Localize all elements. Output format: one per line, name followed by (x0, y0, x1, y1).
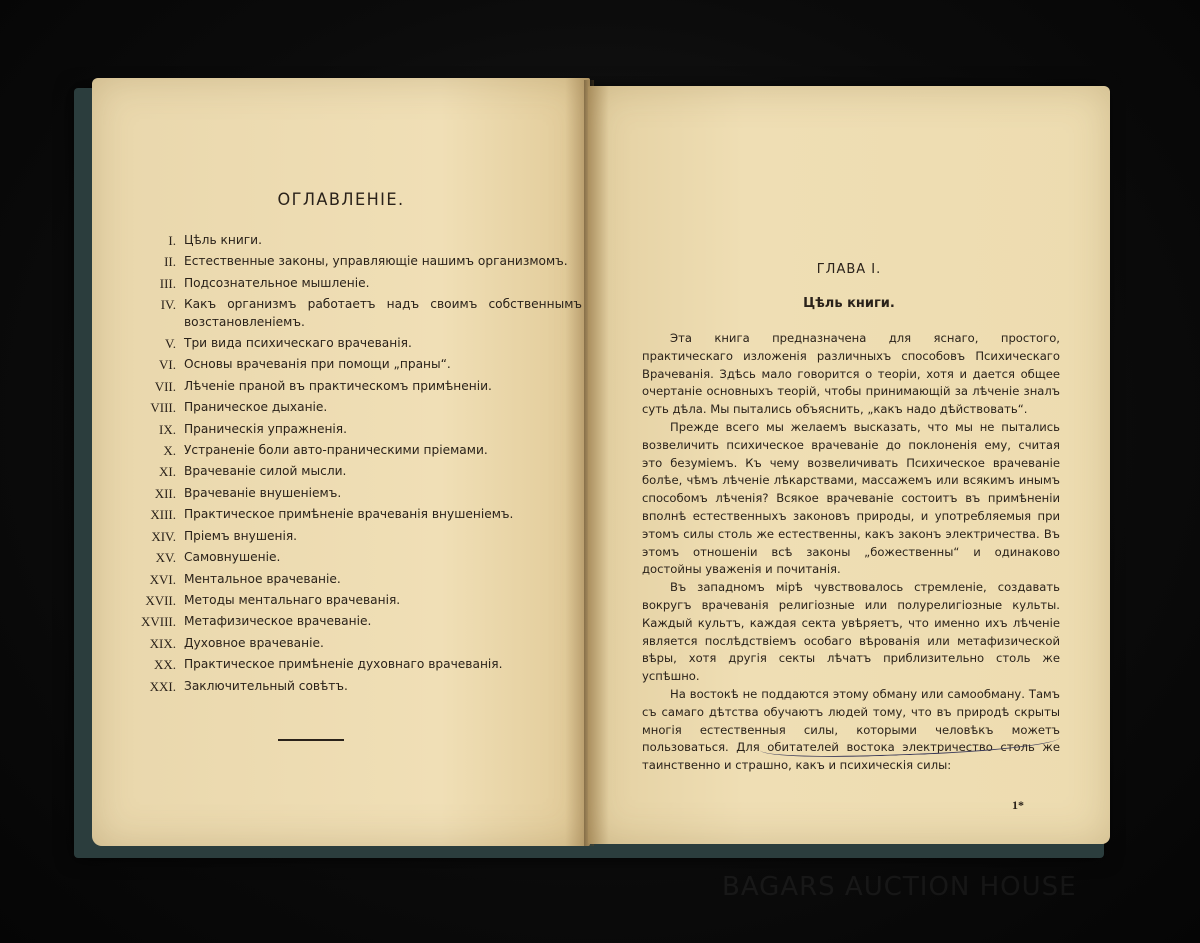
toc-item (110, 275, 582, 292)
toc-item-text: Цѣль книги. (184, 233, 262, 247)
toc-item-number: XIV. (151, 528, 176, 544)
body-paragraph: Эта книга предназначена для яснаго, простого, практическаго изложенія различныхъ способовъ Психическаго Врачеванія. Здѣсь мало говорится о теоріи, хотя и дается общее очертаніе основныхъ теорій, чтобы принимающій за лѣченіе зналъ суть дѣла. Мы пытались объяснить, „какъ надо дѣйствовать“. (642, 331, 1060, 417)
toc-item (110, 678, 582, 695)
toc-item-number: IX. (159, 421, 176, 437)
toc-item-number: IV. (160, 297, 176, 313)
toc-item-number: X. (163, 443, 176, 459)
toc-item-text: Практическое примѣненіе врачеванія внушеніемъ. (184, 507, 514, 522)
toc-item (110, 463, 582, 480)
toc-item-text: Духовное врачеваніе. (184, 635, 324, 650)
body-paragraph: Въ западномъ мірѣ чувствовалось стремленіе, создавать вокругъ врачеванія религіозные или полурелигіозные культы. Каждый культъ, каждая секта увѣряетъ, что именно ихъ лѣченіе является послѣдствіемъ особаго вѣрованія или метафизической вѣры, хотя другія секты лѣчатъ приблизительно столь же успѣшно. (642, 580, 1060, 684)
toc-item-text: Праническое дыханіе. (184, 400, 328, 415)
toc-item-number: XV. (155, 550, 176, 566)
body-paragraph: На востокѣ не поддаются этому обману или самообману. Тамъ съ самаго дѣтства обучаютъ людей тому, что въ природѣ скрыты многія естественныя силы, которыми человѣкъ можетъ пользоваться. Для обитателей востока электричество столь же таинственно и страшно, какъ и психическія силы: (642, 686, 1060, 773)
toc-item-number: VI. (159, 357, 176, 373)
toc-item (110, 399, 582, 416)
toc-item (110, 232, 582, 249)
toc-item (110, 506, 582, 523)
page-number: 1* (1012, 798, 1024, 812)
left-page (92, 78, 590, 846)
toc-item-text: Лѣченіе праной въ практическомъ примѣненіи. (184, 378, 492, 393)
toc-item (110, 613, 582, 630)
toc-item (110, 356, 582, 373)
toc-item-number: V. (165, 336, 176, 352)
toc-item-text: Подсознательное мышленіе. (184, 275, 370, 290)
toc-item-text: Естественные законы, управляющіе нашимъ организмомъ. (184, 254, 568, 269)
toc-item-number: XII. (154, 485, 176, 501)
toc-item (110, 635, 582, 652)
toc-item-number: III. (159, 275, 176, 291)
toc-item-number: I. (168, 233, 176, 248)
toc-title: ОГЛАВЛЕНІЕ. (277, 190, 405, 210)
toc-item (110, 335, 582, 352)
toc-item-text: Практическое примѣненіе духовнаго врачеванія. (184, 657, 503, 672)
chapter-heading: ГЛАВА I. (816, 262, 882, 277)
toc-item-text: Самовнушеніе. (184, 550, 281, 565)
decorative-rule (278, 739, 344, 741)
toc-item-text: Пріемъ внушенія. (184, 528, 298, 543)
toc-item (110, 442, 582, 459)
toc-item-number: II. (164, 254, 176, 270)
toc-list (110, 232, 582, 699)
toc-item-text: Заключительный совѣтъ. (184, 678, 348, 693)
toc-item-text: Праническія упражненія. (184, 421, 348, 436)
toc-item (110, 296, 582, 331)
toc-item-text: Три вида психическаго врачеванія. (184, 336, 412, 351)
toc-item-number: XVIII. (140, 614, 176, 630)
toc-item (110, 656, 582, 673)
toc-item-text: Устраненіе боли авто-праническими пріемами. (184, 443, 488, 458)
right-page (588, 86, 1110, 844)
chapter-title: Цѣль книги. (803, 296, 895, 311)
toc-item-number: XIX. (149, 635, 176, 651)
toc-item (110, 571, 582, 588)
toc-item-number: XX. (153, 657, 176, 673)
toc-item-number: XI. (159, 464, 176, 480)
toc-item (110, 253, 582, 270)
toc-item-number: VIII. (150, 400, 176, 416)
toc-item-number: XVI. (149, 571, 176, 587)
toc-item-number: XVII. (145, 592, 176, 608)
toc-item (110, 378, 582, 395)
toc-item (110, 528, 582, 545)
toc-item-number: XXI. (149, 678, 176, 694)
toc-item-text: Метафизическое врачеваніе. (184, 614, 372, 629)
chapter-body (642, 330, 1060, 775)
toc-item (110, 421, 582, 438)
toc-item (110, 549, 582, 566)
toc-item-text: Врачеваніе внушеніемъ. (184, 485, 342, 500)
toc-item-text: Основы врачеванія при помощи „праны“. (184, 357, 451, 372)
toc-item-text: Методы ментальнаго врачеванія. (184, 592, 401, 607)
toc-item (110, 592, 582, 609)
toc-item-text: Врачеваніе силой мысли. (184, 464, 347, 479)
toc-item-number: VII. (154, 378, 176, 394)
auction-watermark: BAGARS AUCTION HOUSE (722, 872, 1077, 902)
toc-item-number: XIII. (150, 507, 176, 523)
body-paragraph: Прежде всего мы желаемъ высказать, что мы не пытались возвеличить психическое врачеваніе до поклоненія ему, считая это безуміемъ. Къ чему возвеличивать Психическое врачеваніе болѣе, чѣмъ лѣченіе лѣкарствами, массажемъ или всякимъ инымъ способомъ лѣченія? Всякое врачеваніе состоитъ въ примѣненіи вполнѣ естественныхъ законовъ природы, и употребляемыя при этомъ силы столь же естественны, какъ законъ электричества. Въ этомъ отношеніи всѣ законы „божественны“ и одинаково достойны уваженія и почитанія. (642, 419, 1060, 577)
toc-item (110, 485, 582, 502)
toc-item-text: Какъ организмъ работаетъ надъ своимъ собственнымъ возстановленіемъ. (184, 297, 582, 329)
toc-item-text: Ментальное врачеваніе. (184, 571, 341, 586)
